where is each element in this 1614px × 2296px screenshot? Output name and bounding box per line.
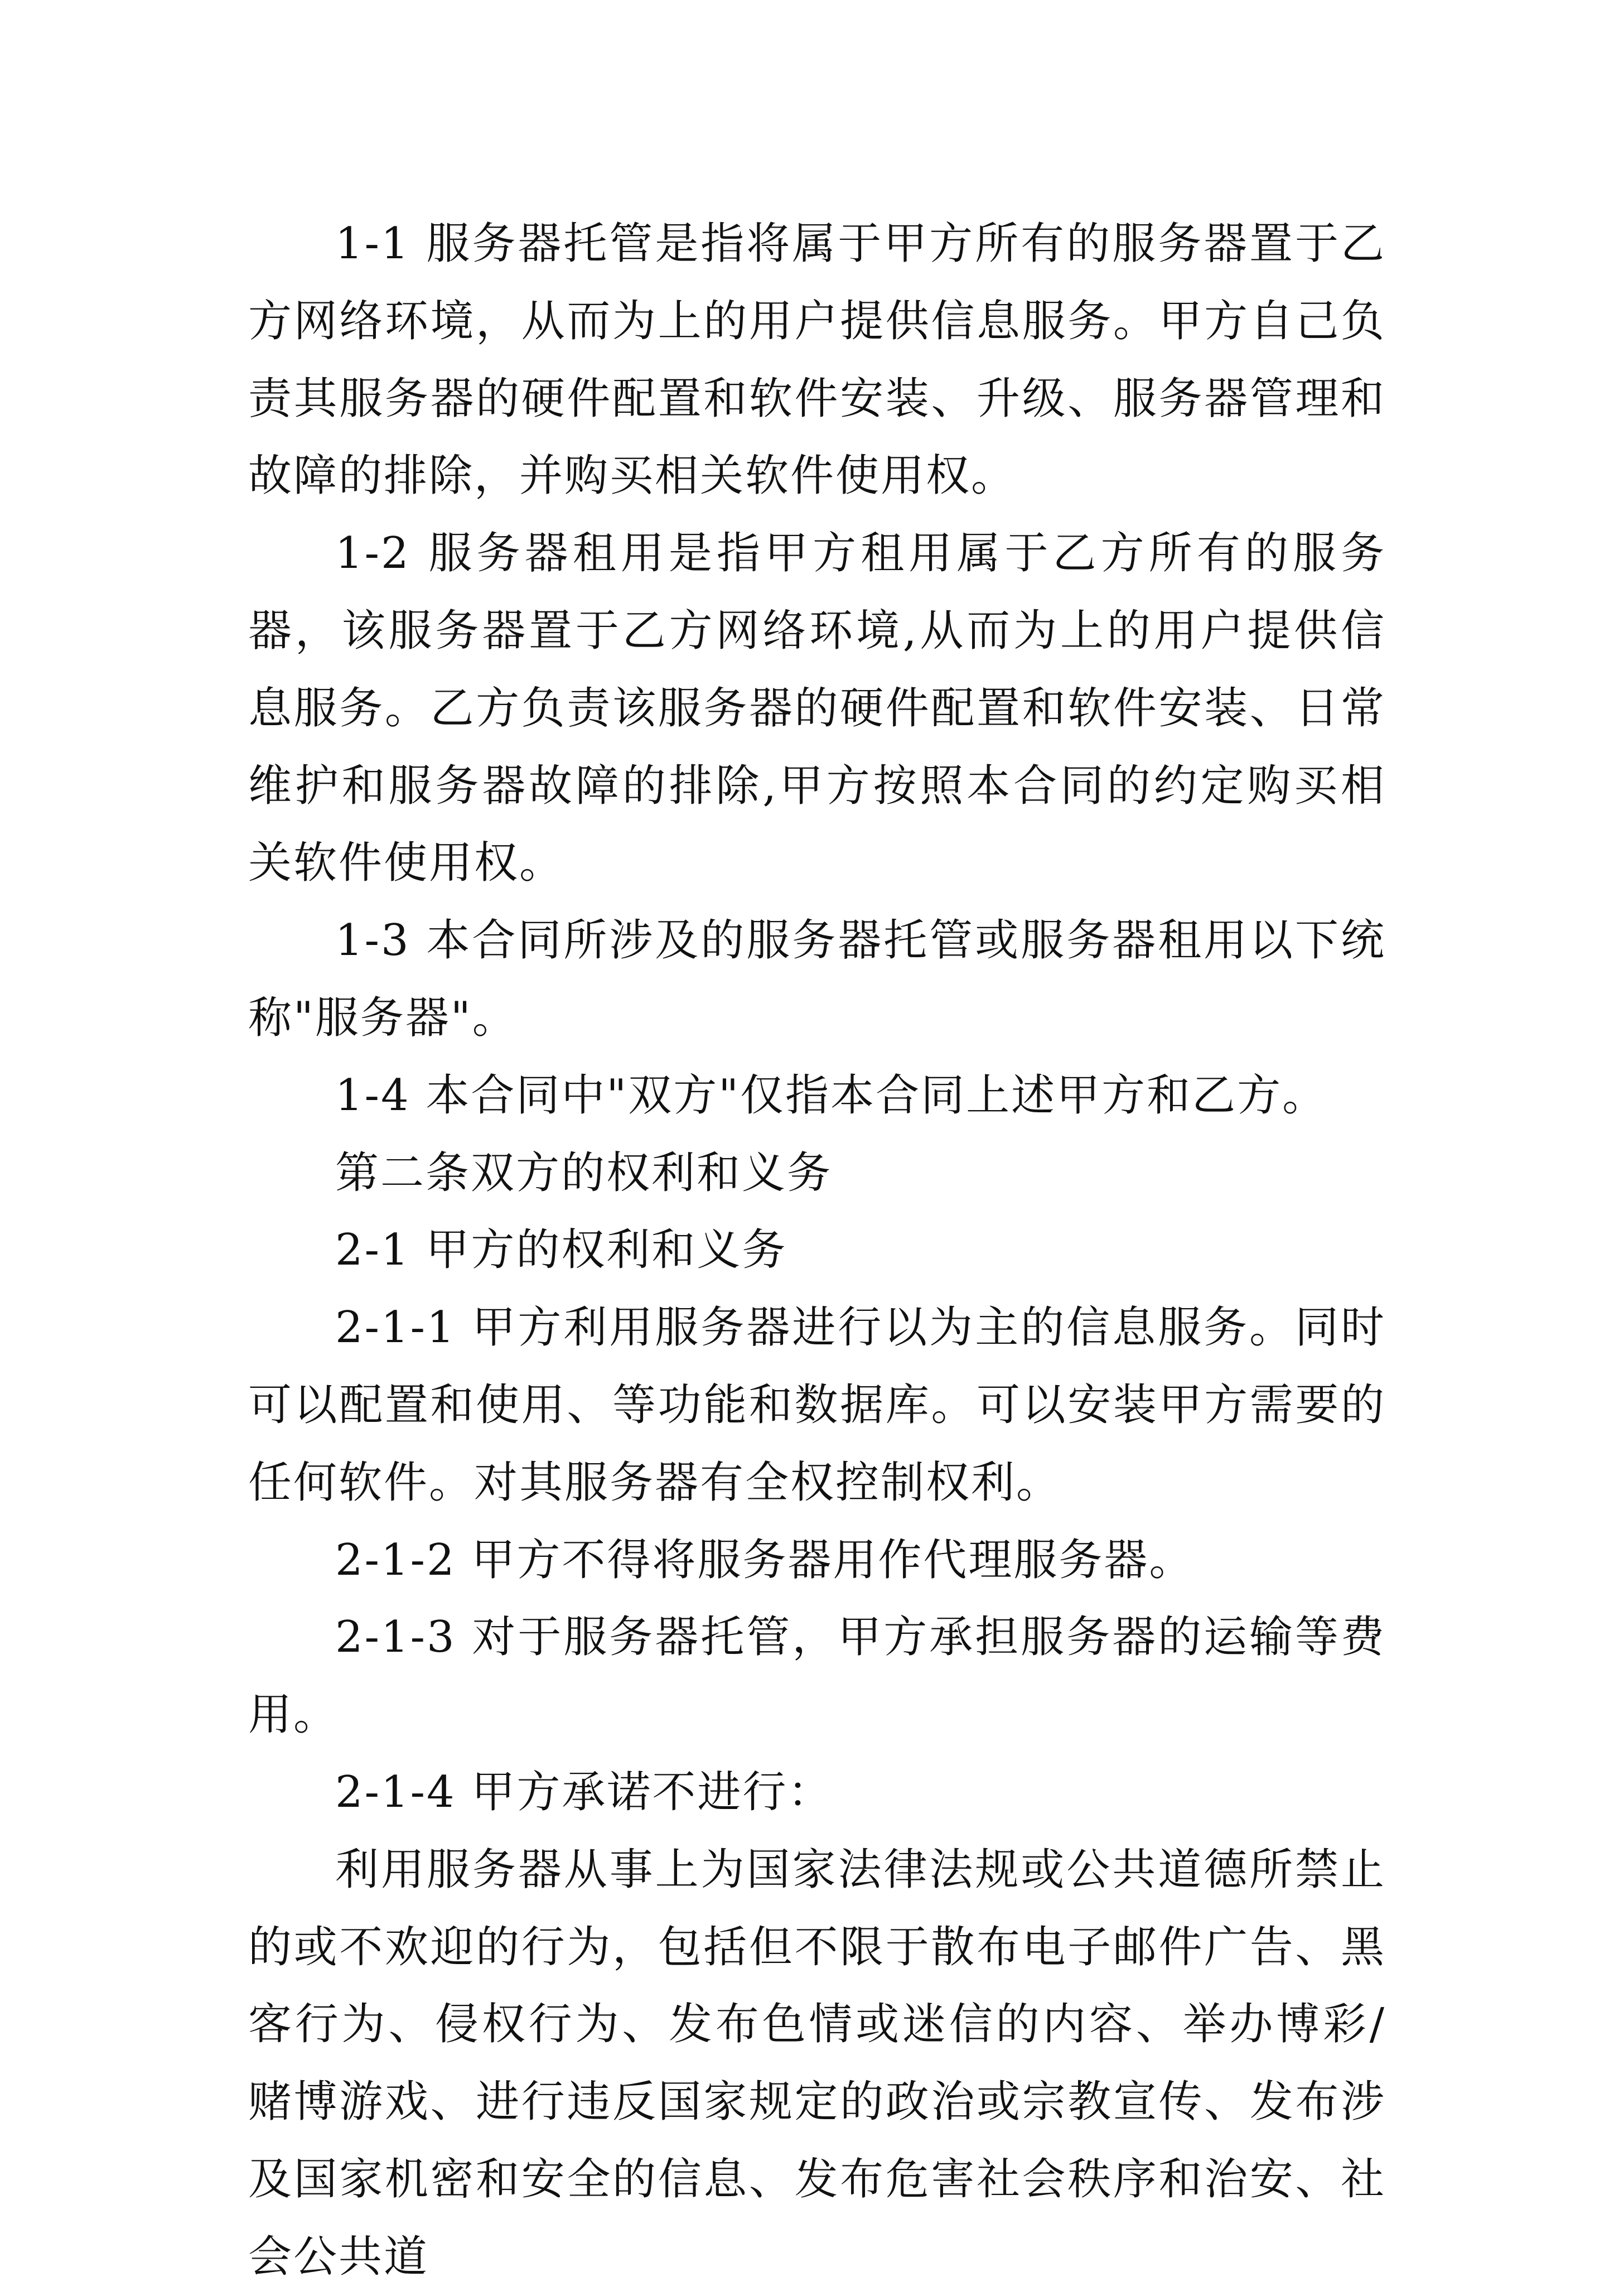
section-2-1-heading: 2-1 甲方的权利和义务: [335, 1225, 787, 1276]
paragraph-1-2: 1-2 服务器租用是指甲方租用属于乙方所有的服务器，该服务器置于乙方网络环境,从而为上的用户提供信息服务。乙方负责该服务器的硬件配置和软件安装、日常维护和服务器故障的排除,甲方按照本合同的约定购买相关软件使用权。: [248, 528, 1386, 889]
paragraph-prohibited-acts: 利用服务器从事上为国家法律法规或公共道德所禁止的或不欢迎的行为，包括但不限于散布电子邮件广告、黑客行为、侵权行为、发布色情或迷信的内容、举办博彩/赌博游戏、进行违反国家规定的政治或宗教宣传、发布涉及国家机密和安全的信息、发布危害社会秩序和治安、社会公共道: [248, 1844, 1386, 2282]
document-body: [248, 205, 1386, 2296]
paragraph-2-1-2: 2-1-2 甲方不得将服务器用作代理服务器。: [335, 1535, 1195, 1585]
paragraph-2-1-3: 2-1-3 对于服务器托管，甲方承担服务器的运输等费用。: [248, 1612, 1386, 1740]
paragraph-1-1: 1-1 服务器托管是指将属于甲方所有的服务器置于乙方网络环境，从而为上的用户提供信息服务。甲方自己负责其服务器的硬件配置和软件安装、升级、服务器管理和故障的排除，并购买相关软件使用权。: [248, 219, 1386, 501]
paragraph-2-1-1: 2-1-1 甲方利用服务器进行以为主的信息服务。同时可以配置和使用、等功能和数据库。可以安装甲方需要的任何软件。对其服务器有全权控制权利。: [248, 1303, 1386, 1508]
paragraph-1-3: 1-3 本合同所涉及的服务器托管或服务器租用以下统称"服务器"。: [248, 915, 1386, 1043]
paragraph-2-1-4: 2-1-4 甲方承诺不进行：: [335, 1767, 833, 1817]
paragraph-1-4: 1-4 本合同中"双方"仅指本合同上述甲方和乙方。: [335, 1070, 1328, 1121]
article-2-heading: 第二条双方的权利和义务: [335, 1147, 833, 1198]
